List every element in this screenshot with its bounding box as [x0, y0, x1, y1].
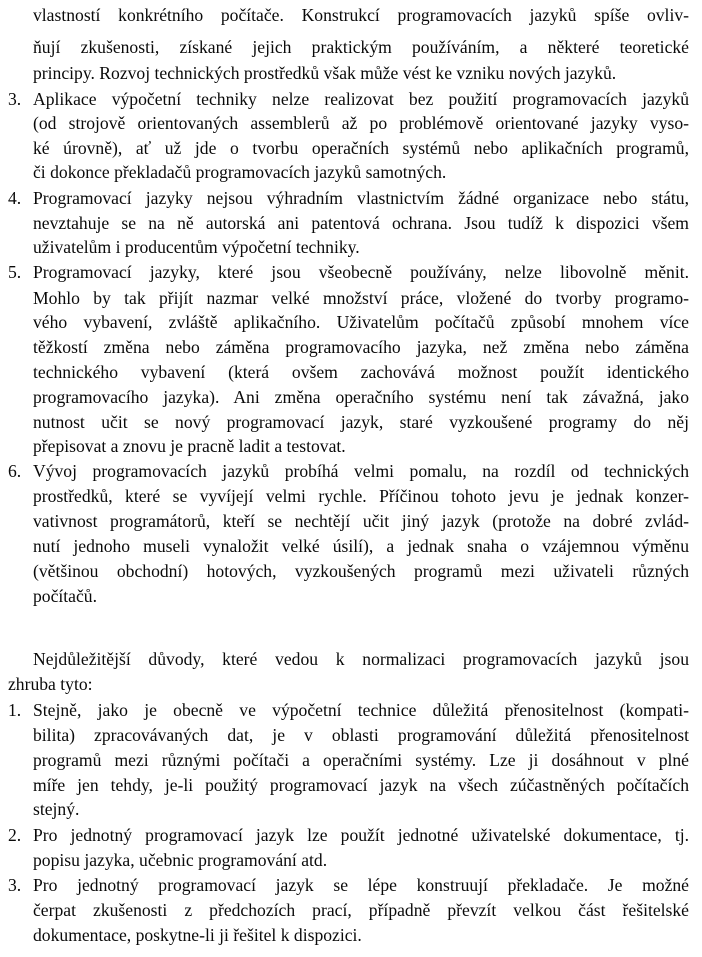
- list-item-line: (většinou obchodní) hotových, vyzkoušených programů mezi uživateli různých: [33, 561, 689, 581]
- list-item-line: vativnost programátorů, kteří se nechtějí učit jiný jazyk (protože na dobré zvlád-: [33, 511, 689, 531]
- list-item-line: Vývoj programovacích jazyků probíhá velmi pomalu, na rozdíl od technických: [33, 461, 689, 481]
- paragraph-line: zhruba tyto:: [8, 674, 93, 694]
- paragraph-line: Nejdůležitější důvody, které vedou k normalizaci programovacích jazyků jsou: [33, 649, 689, 669]
- list-item-line: stejný.: [33, 799, 80, 819]
- list-item-line: popisu jazyka, učebnic programování atd.: [33, 850, 328, 870]
- list-item-line: dokumentace, poskytne-li ji řešitel k dispozici.: [33, 925, 362, 945]
- list-item-number: 1.: [8, 700, 22, 720]
- list-item-line: či dokonce překladačů programovacích jazyků samotných.: [33, 162, 447, 182]
- list-item-line: Mohlo by tak přijít nazmar velké množství práce, vložené do tvorby programo-: [33, 288, 689, 308]
- list-item-line: Programovací jazyky, které jsou všeobecně používány, nelze libovolně měnit.: [33, 262, 689, 282]
- list-item-line: počítačů.: [33, 586, 97, 606]
- list-item-line: míře jen tehdy, je-li použitý programovací jazyk na všech zúčastněných počítačích: [33, 775, 689, 795]
- list-item-line: Stejně, jako je obecně ve výpočetní technice důležitá přenositelnost (kompati-: [33, 700, 689, 720]
- list-item-line: přepisovat a znovu je pracně ladit a testovat.: [33, 436, 346, 456]
- list-item-line: uživatelům i producentům výpočetní techniky.: [33, 237, 360, 257]
- list-item-number: 4.: [8, 188, 22, 208]
- paragraph-line: ňují zkušenosti, získané jejich praktickým používáním, a některé teoretické: [33, 37, 689, 57]
- paragraph-line: principy. Rozvoj technických prostředků však může vést ke vzniku nových jazyků.: [33, 63, 617, 83]
- list-item-line: nutnost učit se nový programovací jazyk, staré vyzkoušené programy do něj: [33, 412, 689, 432]
- list-item-line: nutí jednoho museli vynaložit velké úsilí), a jednak snaha o vzájemnou výměnu: [33, 536, 689, 556]
- list-item-number: 3.: [8, 89, 22, 109]
- list-item-line: Pro jednotný programovací jazyk lze použít jednotné uživatelské dokumentace, tj.: [33, 825, 689, 845]
- list-item-number: 6.: [8, 461, 22, 481]
- list-item-number: 5.: [8, 262, 22, 282]
- list-item-line: (od strojově orientovaných assemblerů až po problémově orientované jazyky vyso-: [33, 113, 689, 133]
- list-item-line: čerpat zkušenosti z předchozích prací, případně převzít velkou část řešitelské: [33, 900, 689, 920]
- paragraph-line: vlastností konkrétního počítače. Konstrukcí programovacích jazyků spíše ovliv-: [33, 5, 689, 25]
- list-item-line: technického vybavení (která ovšem zachovává možnost použít identického: [33, 362, 689, 382]
- list-item-line: vého vybavení, zvláště aplikačního. Uživatelům počítačů způsobí mnohem více: [33, 312, 689, 332]
- list-item-line: nevztahuje se na ně autorská ani patentová ochrana. Jsou tudíž k dispozici všem: [33, 213, 689, 233]
- list-item-line: bilita) zpracovávaných dat, je v oblasti programování důležitá přenositelnost: [33, 725, 689, 745]
- list-item-line: těžkostí změna nebo záměna programovacího jazyka, než změna nebo záměna: [33, 337, 689, 357]
- list-item-number: 3.: [8, 875, 22, 895]
- list-item-line: Aplikace výpočetní techniky nelze realizovat bez použití programovacích jazyků: [33, 89, 689, 109]
- list-item-line: Pro jednotný programovací jazyk se lépe konstruují překladače. Je možné: [33, 875, 689, 895]
- list-item-line: prostředků, které se vyvíjejí velmi rychle. Příčinou tohoto jevu je jednak konzer-: [33, 486, 689, 506]
- list-item-number: 2.: [8, 825, 22, 845]
- list-item-line: programovacího jazyka). Ani změna operačního systému není tak závažná, jako: [33, 387, 689, 407]
- list-item-line: Programovací jazyky nejsou výhradním vlastnictvím žádné organizace nebo státu,: [33, 188, 689, 208]
- list-item-line: programů mezi různými počítači a operačními systémy. Lze ji dosáhnout v plné: [33, 750, 689, 770]
- list-item-line: ké úrovně), ať už jde o tvorbu operačních systémů nebo aplikačních programů,: [33, 138, 689, 158]
